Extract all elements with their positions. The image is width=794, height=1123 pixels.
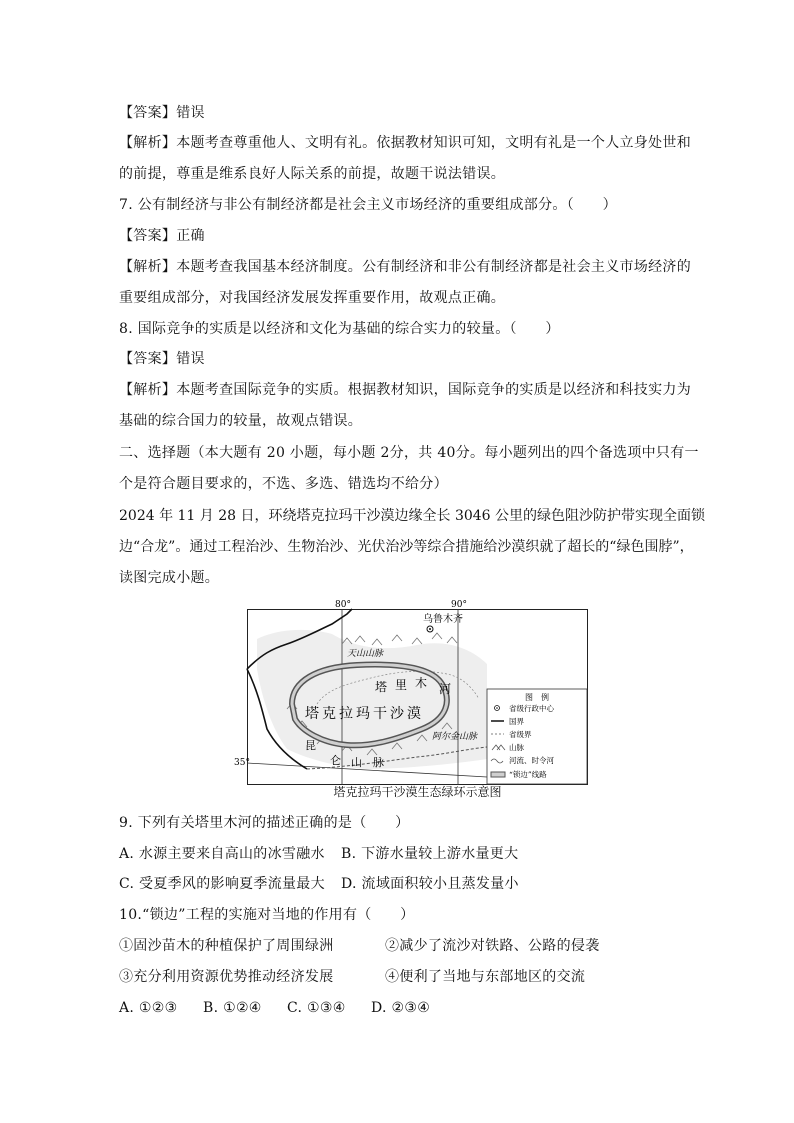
analysis-line: 重要组成部分，对我国经济发展发挥重要作用，故观点正确。	[119, 290, 506, 306]
q9-options-row2	[119, 874, 519, 894]
river-label-char: 里	[395, 678, 408, 692]
passage-line: 边“合龙”。通过工程治沙、生物治沙、光伏治沙等综合措施给沙漠织就了超长的“绿色围脖”，	[119, 539, 694, 555]
answer-label: 【答案】正确	[119, 228, 205, 244]
section-heading-cont: 个是符合题目要求的，不选、多选、错选均不给分）	[119, 476, 448, 492]
city-label: 乌鲁木齐	[423, 614, 463, 625]
q10-option-d[interactable]: D. ②③④	[371, 1000, 431, 1016]
desert-label: 塔克拉玛干沙漠	[305, 706, 424, 722]
q10-option-a[interactable]: A. ①②③	[119, 1000, 178, 1016]
kunlun-label-char: 脉	[373, 756, 384, 769]
passage-line: 2024 年 11 月 28 日，环绕塔克拉玛干沙漠边缘全长 3046 公里的绿色阻沙防护带实现全面锁	[119, 508, 706, 524]
kunlun-label-char: 昆	[305, 739, 316, 752]
kunlun-label-char: 仑	[330, 754, 341, 767]
q10-statements-row2	[119, 967, 585, 987]
lon-80-label: 80°	[335, 600, 351, 610]
kunlun-label-char: 山	[351, 756, 362, 769]
lon-90-label: 90°	[451, 600, 467, 610]
q9-options-row1	[119, 844, 518, 864]
analysis-line: 【解析】本题考查尊重他人、文明有礼。依据教材知识可知，文明有礼是一个人立身处世和	[119, 135, 691, 151]
analysis-line: 【解析】本题考查我国基本经济制度。公有制经济和非公有制经济都是社会主义市场经济的	[119, 259, 691, 275]
q10-statement-4: ④便利了当地与东部地区的交流	[385, 969, 586, 985]
q10-option-c[interactable]: C. ①③④	[287, 1000, 346, 1016]
river-label-char: 木	[415, 676, 428, 690]
q9-option-b[interactable]: B. 下游水量较上游水量更大	[341, 846, 519, 862]
map-caption: 塔克拉玛干沙漠生态绿环示意图	[333, 785, 502, 799]
q10-statement-3: ③充分利用资源优势推动经济发展	[119, 969, 334, 985]
question-9: 9. 下列有关塔里木河的描述正确的是（ ）	[119, 815, 410, 831]
section-heading: 二、选择题（本大题有 20 小题，每小题 2分，共 40分。每小题列出的四个备选项中只有一	[119, 445, 699, 461]
map-legend	[487, 689, 587, 784]
lat-35-label: 35°	[234, 758, 250, 768]
analysis-line: 基础的综合国力的较量，故观点错误。	[119, 413, 363, 429]
legend-item: 河流、时令河	[509, 756, 554, 765]
legend-item: 国界	[509, 717, 524, 726]
q10-options	[119, 998, 430, 1018]
q10-statements-row1	[119, 936, 600, 956]
q10-statement-2: ②减少了流沙对铁路、公路的侵袭	[385, 938, 600, 954]
q10-option-b[interactable]: B. ①②④	[203, 1000, 262, 1016]
q9-option-a[interactable]: A. 水源主要来自高山的冰雪融水	[119, 846, 325, 862]
q9-option-c[interactable]: C. 受夏季风的影响夏季流量最大	[119, 876, 325, 892]
river-label-char: 塔	[375, 680, 388, 694]
tianshan-label: 天山山脉	[347, 649, 384, 659]
q9-option-d[interactable]: D. 流域面积较小且蒸发量小	[341, 876, 519, 892]
question-7: 7. 公有制经济与非公有制经济都是社会主义市场经济的重要组成部分。（ ）	[119, 197, 617, 213]
answer-7-label: 【答案】错误	[119, 105, 205, 121]
question-8: 8. 国际竞争的实质是以经济和文化为基础的综合实力的较量。（ ）	[119, 321, 560, 337]
river-label-char: 河	[439, 682, 452, 696]
legend-title: 图 例	[525, 693, 549, 702]
answer-label: 【答案】错误	[119, 351, 205, 367]
q10-statement-1: ①固沙苗木的种植保护了周围绿洲	[119, 938, 334, 954]
legend-item: “锁边”线路	[509, 770, 547, 779]
analysis-line: 的前提，尊重是维系良好人际关系的前提，故题干说法错误。	[119, 166, 506, 182]
altun-label: 阿尔金山脉	[432, 732, 478, 742]
legend-item: 山脉	[509, 743, 524, 752]
question-10: 10.“锁边”工程的实施对当地的作用有（ ）	[119, 907, 415, 923]
legend-route-icon	[491, 772, 505, 777]
legend-item: 省级界	[509, 730, 532, 739]
analysis-line: 【解析】本题考查国际竞争的实质。根据教材知识，国际竞争的实质是以经济和科技实力为	[119, 382, 691, 398]
passage-line: 读图完成小题。	[119, 570, 220, 586]
legend-item: 省级行政中心	[509, 704, 554, 713]
taklamakan-map	[234, 600, 588, 785]
